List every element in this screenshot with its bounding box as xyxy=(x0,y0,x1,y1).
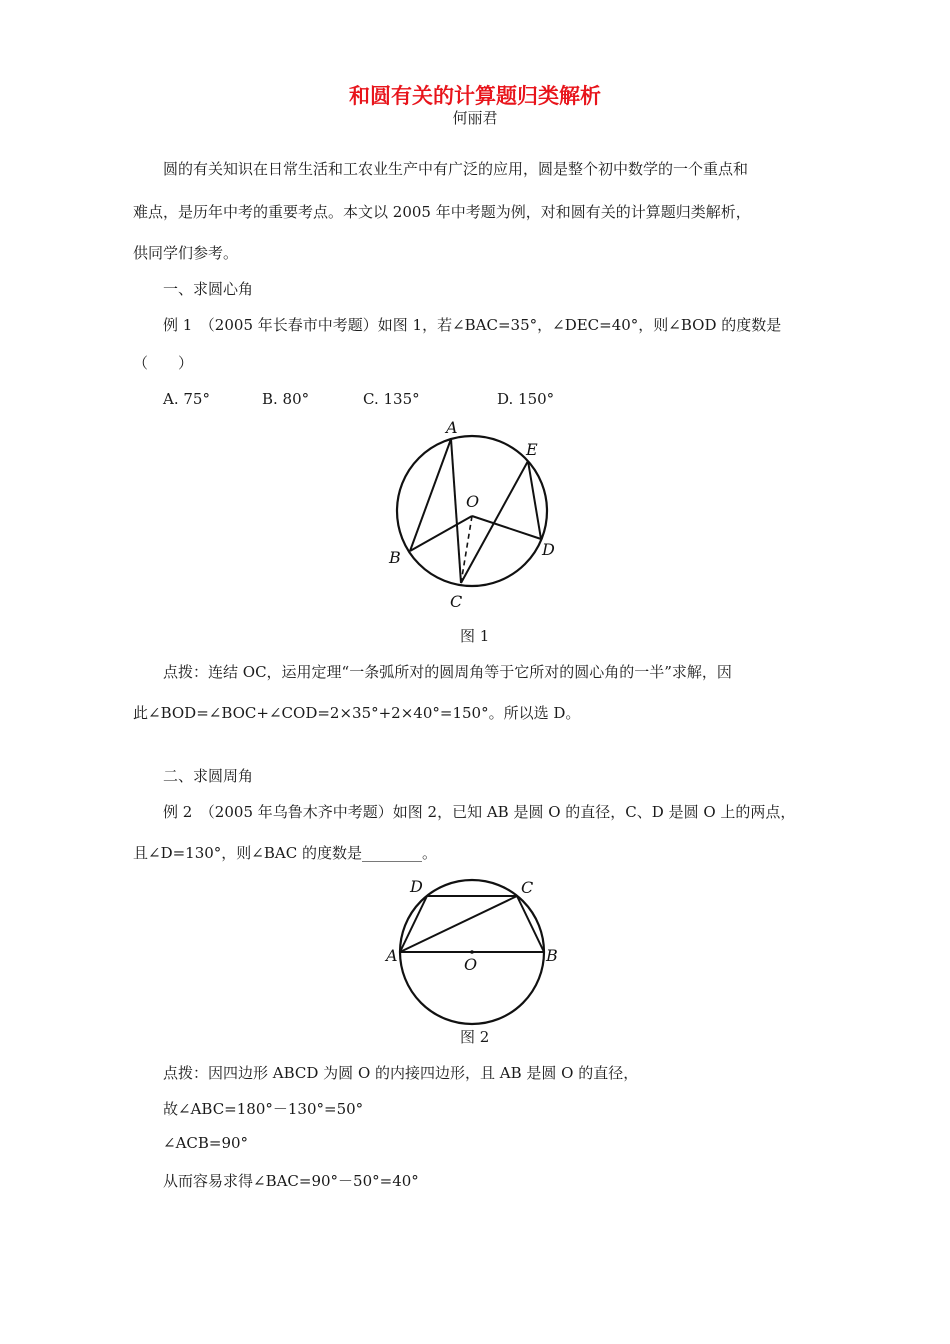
example2-line-2: 且∠D=130°，则∠BAC 的度数是________。 xyxy=(133,844,437,862)
option-a: A. 75° xyxy=(163,390,210,408)
figure-1 xyxy=(380,415,580,615)
fig2-label-b: B xyxy=(546,946,558,965)
fig1-label-d: D xyxy=(542,540,555,559)
fig1-label-o: O xyxy=(466,492,480,511)
hint2-line-4: 从而容易求得∠BAC=90°－50°=40° xyxy=(163,1172,419,1190)
intro-line-3: 供同学们参考。 xyxy=(133,244,239,262)
option-d: D. 150° xyxy=(497,390,555,408)
hint2-line-1: 点拨：因四边形 ABCD 为圆 O 的内接四边形，且 AB 是圆 O 的直径， xyxy=(163,1064,639,1082)
fig1-line-ed xyxy=(528,461,541,539)
section2-heading: 二、求圆周角 xyxy=(163,767,254,785)
hint1-line-1: 点拨：连结 OC，运用定理“一条弧所对的圆周角等于它所对的圆心角的一半”求解，因 xyxy=(163,663,732,681)
author-name: 何丽君 xyxy=(452,109,498,127)
fig1-label-b: B xyxy=(389,548,401,567)
fig2-center-point xyxy=(470,950,474,954)
fig1-line-ec xyxy=(461,461,528,583)
fig2-line-cb xyxy=(517,896,544,952)
fig1-line-bo xyxy=(410,516,472,551)
fig1-label-e: E xyxy=(526,440,538,459)
fig1-line-od xyxy=(472,516,541,539)
example2-line-1: 例 2 （2005 年乌鲁木齐中考题）如图 2，已知 AB 是圆 O 的直径，C、D 是圆 O 上的两点， xyxy=(163,803,796,821)
hint2-line-2: 故∠ABC=180°－130°=50° xyxy=(163,1100,364,1118)
document-title: 和圆有关的计算题归类解析 xyxy=(349,84,601,108)
fig1-line-ab xyxy=(410,439,451,551)
fig1-line-ac xyxy=(451,439,461,583)
hint2-line-3: ∠ACB=90° xyxy=(163,1134,249,1152)
fig2-label-d: D xyxy=(410,877,423,896)
figure-1-caption: 图 1 xyxy=(460,627,490,645)
section1-heading: 一、求圆心角 xyxy=(163,280,254,298)
option-b: B. 80° xyxy=(262,390,310,408)
example1-line-1: 例 1 （2005 年长春市中考题）如图 1，若∠BAC=35°，∠DEC=40°，则∠BOD 的度数是 xyxy=(163,316,782,334)
fig2-label-a: A xyxy=(386,946,398,965)
option-c: C. 135° xyxy=(363,390,420,408)
fig1-label-c: C xyxy=(450,592,463,611)
example1-line-2: （ ） xyxy=(133,354,194,372)
fig2-label-o: O xyxy=(464,955,478,974)
fig2-label-c: C xyxy=(521,878,534,897)
intro-line-1: 圆的有关知识在日常生活和工农业生产中有广泛的应用，圆是整个初中数学的一个重点和 xyxy=(163,160,749,178)
fig1-label-a: A xyxy=(446,418,458,437)
hint1-line-2: 此∠BOD=∠BOC+∠COD=2×35°+2×40°=150°。所以选 D。 xyxy=(133,704,581,722)
intro-line-2: 难点，是历年中考的重要考点。本文以 2005 年中考题为例，对和圆有关的计算题归类解析， xyxy=(133,203,751,221)
figure-2-caption: 图 2 xyxy=(460,1028,490,1046)
fig2-line-ad xyxy=(400,896,427,952)
figure-2 xyxy=(380,868,570,1038)
